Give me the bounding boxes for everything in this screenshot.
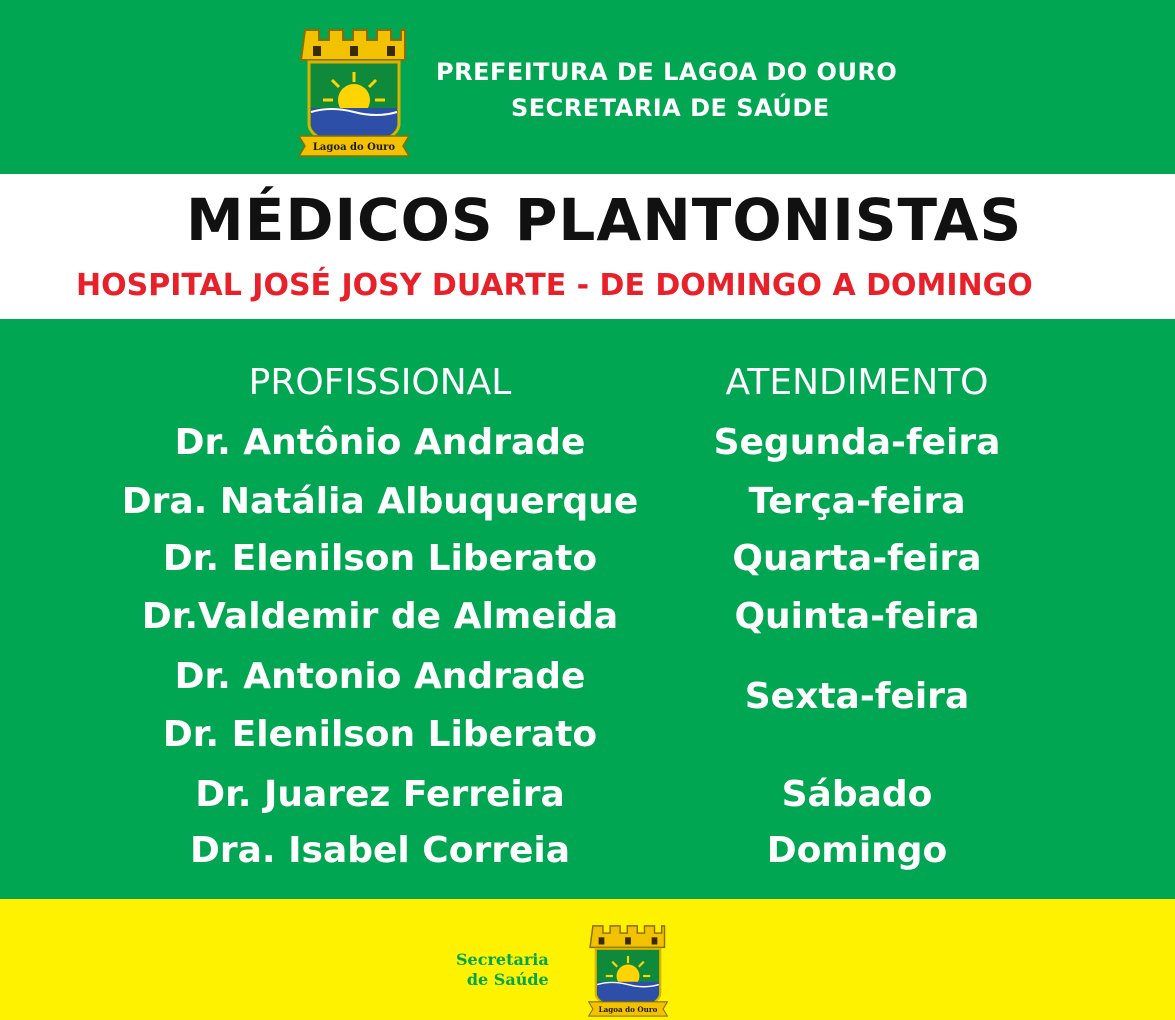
footer-crest-ribbon-text: Lagoa do Ouro <box>598 1004 658 1014</box>
professional-name: Dr. Elenilson Liberato <box>162 538 598 579</box>
schedule-day: Segunda-feira <box>713 422 1001 463</box>
schedule-day: Quarta-feira <box>732 538 982 579</box>
professional-name: Dr. Antonio Andrade <box>174 656 586 697</box>
schedule-day: Terça-feira <box>748 481 966 522</box>
professional-name: Dra. Isabel Correia <box>189 830 571 871</box>
column-header-schedule: ATENDIMENTO <box>725 362 989 403</box>
footer-label-line-1: Secretaria <box>456 950 549 969</box>
footer-secretariat-label <box>456 950 549 990</box>
footer-crest-logo <box>588 923 668 1019</box>
professional-name: Dra. Natália Albuquerque <box>121 481 639 522</box>
schedule-day: Sábado <box>781 774 933 815</box>
column-header-professional: PROFISSIONAL <box>248 362 512 403</box>
schedule-day: Quinta-feira <box>734 596 980 637</box>
header-secretariat: SECRETARIA DE SAÚDE <box>511 94 830 122</box>
city-crest-logo <box>299 26 409 160</box>
schedule-day: Sexta-feira <box>744 676 970 717</box>
page-title: MÉDICOS PLANTONISTAS <box>186 186 1023 254</box>
footer-label-line-2: de Saúde <box>466 970 549 989</box>
professional-name: Dr.Valdemir de Almeida <box>141 596 619 637</box>
schedule-day: Domingo <box>766 830 948 871</box>
professional-name: Dr. Elenilson Liberato <box>162 714 598 755</box>
professional-name: Dr. Juarez Ferreira <box>195 774 565 815</box>
header-band <box>0 0 1175 174</box>
page-subtitle: HOSPITAL JOSÉ JOSY DUARTE - DE DOMINGO A DOMINGO <box>76 268 1033 303</box>
header-municipality: PREFEITURA DE LAGOA DO OURO <box>436 58 898 86</box>
crest-ribbon-text: Lagoa do Ouro <box>312 142 396 153</box>
professional-name: Dr. Antônio Andrade <box>174 422 586 463</box>
